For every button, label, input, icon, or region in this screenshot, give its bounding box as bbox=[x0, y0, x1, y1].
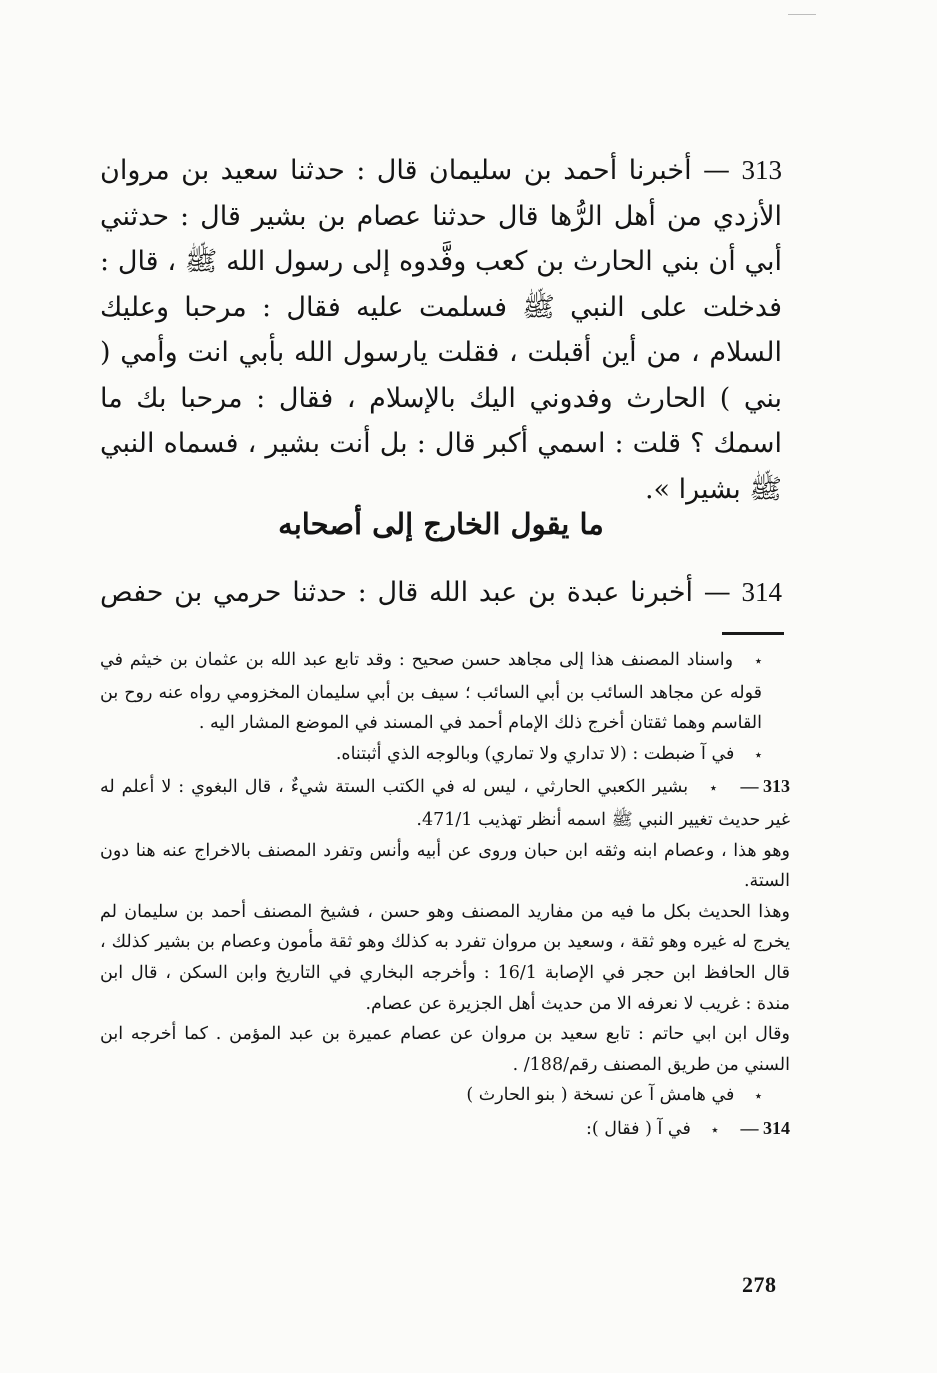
footnotes bbox=[100, 645, 790, 1147]
footnote-text: وهذا الحديث بكل ما فيه من مفاريد المصنف وهو حسن ، فشيخ المصنف أحمد بن سليمان لم يخرج له غيره وهو ثقة ، وسعيد بن مروان تفرد به كذلك وهو ثقة مأمون وعصام بن بشير كذلك ، قال الحافظ ابن حجر في الإصابة 16/1 : وأخرجه البخاري في التاريخ وابن السكن ، قال ابن مندة : غريب لا نعرفه الا من حديث أهل الجزيرة عن عصام. bbox=[100, 901, 790, 1014]
page-number: 278 bbox=[742, 1272, 777, 1297]
footnote-continuation bbox=[100, 836, 790, 897]
footnote-text: وهو هذا ، وعصام ابنه وثقه ابن حبان وروى عن أبيه وأنس وتفرد المصنف بالاخراج عنه هنا دون الستة. bbox=[100, 840, 790, 892]
footnote bbox=[100, 645, 790, 739]
footnote-continuation bbox=[100, 1019, 790, 1080]
footnote-text: وقال ابن ابي حاتم : تابع سعيد بن مروان عن عصام عميرة بن عبد المؤمن . كما أخرجه ابن السني من طريق المصنف رقم/188/ . bbox=[100, 1024, 790, 1075]
hadith-text: — أخبرنا أحمد بن سليمان قال : حدثنا سعيد بن مروان الأزدي من أهل الرُّها قال حدثنا عصام بن بشير قال : حدثني أبي أن بني الحارث بن كعب وفَّدوه إلى رسول الله ﷺ ، قال : فدخلت على النبي ﷺ فسلمت عليه فقال : مرحبا وعليك السلام ، من أين أقبلت ، فقلت يارسول الله بأبي انت وأمي ( بني ) الحارث وفدوني اليك بالإسلام ، فقال : مرحبا بك ما اسمك ؟ قلت : اسمي أكبر قال : بل أنت بشير ، فسماه النبي ﷺ بشيرا ». bbox=[100, 155, 782, 505]
hadith-text: — أخبرنا عبدة بن عبد الله قال : حدثنا حرمي بن حفص bbox=[100, 577, 731, 608]
hadith-number: 313 bbox=[741, 155, 782, 185]
footnote-mark: ٭ bbox=[754, 1089, 762, 1105]
footnote-number: — 313 bbox=[740, 776, 790, 797]
footnote-text: في آ ( فقال ): bbox=[585, 1118, 691, 1139]
footnote-separator bbox=[722, 632, 784, 635]
footnote-text: واسناد المصنف هذا إلى مجاهد حسن صحيح : وقد تابع عبد الله بن عثمان بن خيثم في قوله عن مجاهد السائب بن أبي السائب ؛ سيف بن أبي سليمان المخزومي رواه عنه روح بن القاسم وهما ثقتان أخرج ذلك الإمام أحمد في المسند في الموضع المشار اليه . bbox=[100, 650, 762, 734]
hadith-313-paragraph bbox=[100, 148, 782, 512]
section-heading: ما يقول الخارج إلى أصحابه bbox=[278, 507, 604, 541]
footnote-continuation bbox=[100, 897, 790, 1019]
footnote bbox=[100, 739, 790, 772]
hadith-number: 314 bbox=[741, 577, 783, 607]
scan-artifact bbox=[788, 14, 816, 15]
hadith-314-block bbox=[100, 570, 782, 615]
footnote-mark: ٭ bbox=[711, 1122, 719, 1138]
footnote-text: بشير الكعبي الحارثي ، ليس له في الكتب الستة شيءٌ ، قال البغوي : لا أعلم له غير حديث تغيير النبي ﷺ اسمه أنظر تهذيب 471/1. bbox=[100, 777, 790, 830]
footnote-text: في آ ضبطت : (لا تداري ولا تماري) وبالوجه الذي أثبتناه. bbox=[335, 743, 735, 764]
footnote-number: — 314 bbox=[740, 1117, 790, 1138]
footnote-313 bbox=[100, 771, 790, 835]
footnote-mark: ٭ bbox=[709, 781, 718, 797]
footnote-mark: ٭ bbox=[754, 654, 762, 669]
footnote-314 bbox=[100, 1113, 790, 1147]
footnote bbox=[100, 1080, 790, 1113]
footnote-mark: ٭ bbox=[754, 747, 762, 763]
hadith-313-block bbox=[100, 148, 782, 512]
footnote-text: في هامش آ عن نسخة ( بنو الحارث ) bbox=[466, 1085, 735, 1106]
